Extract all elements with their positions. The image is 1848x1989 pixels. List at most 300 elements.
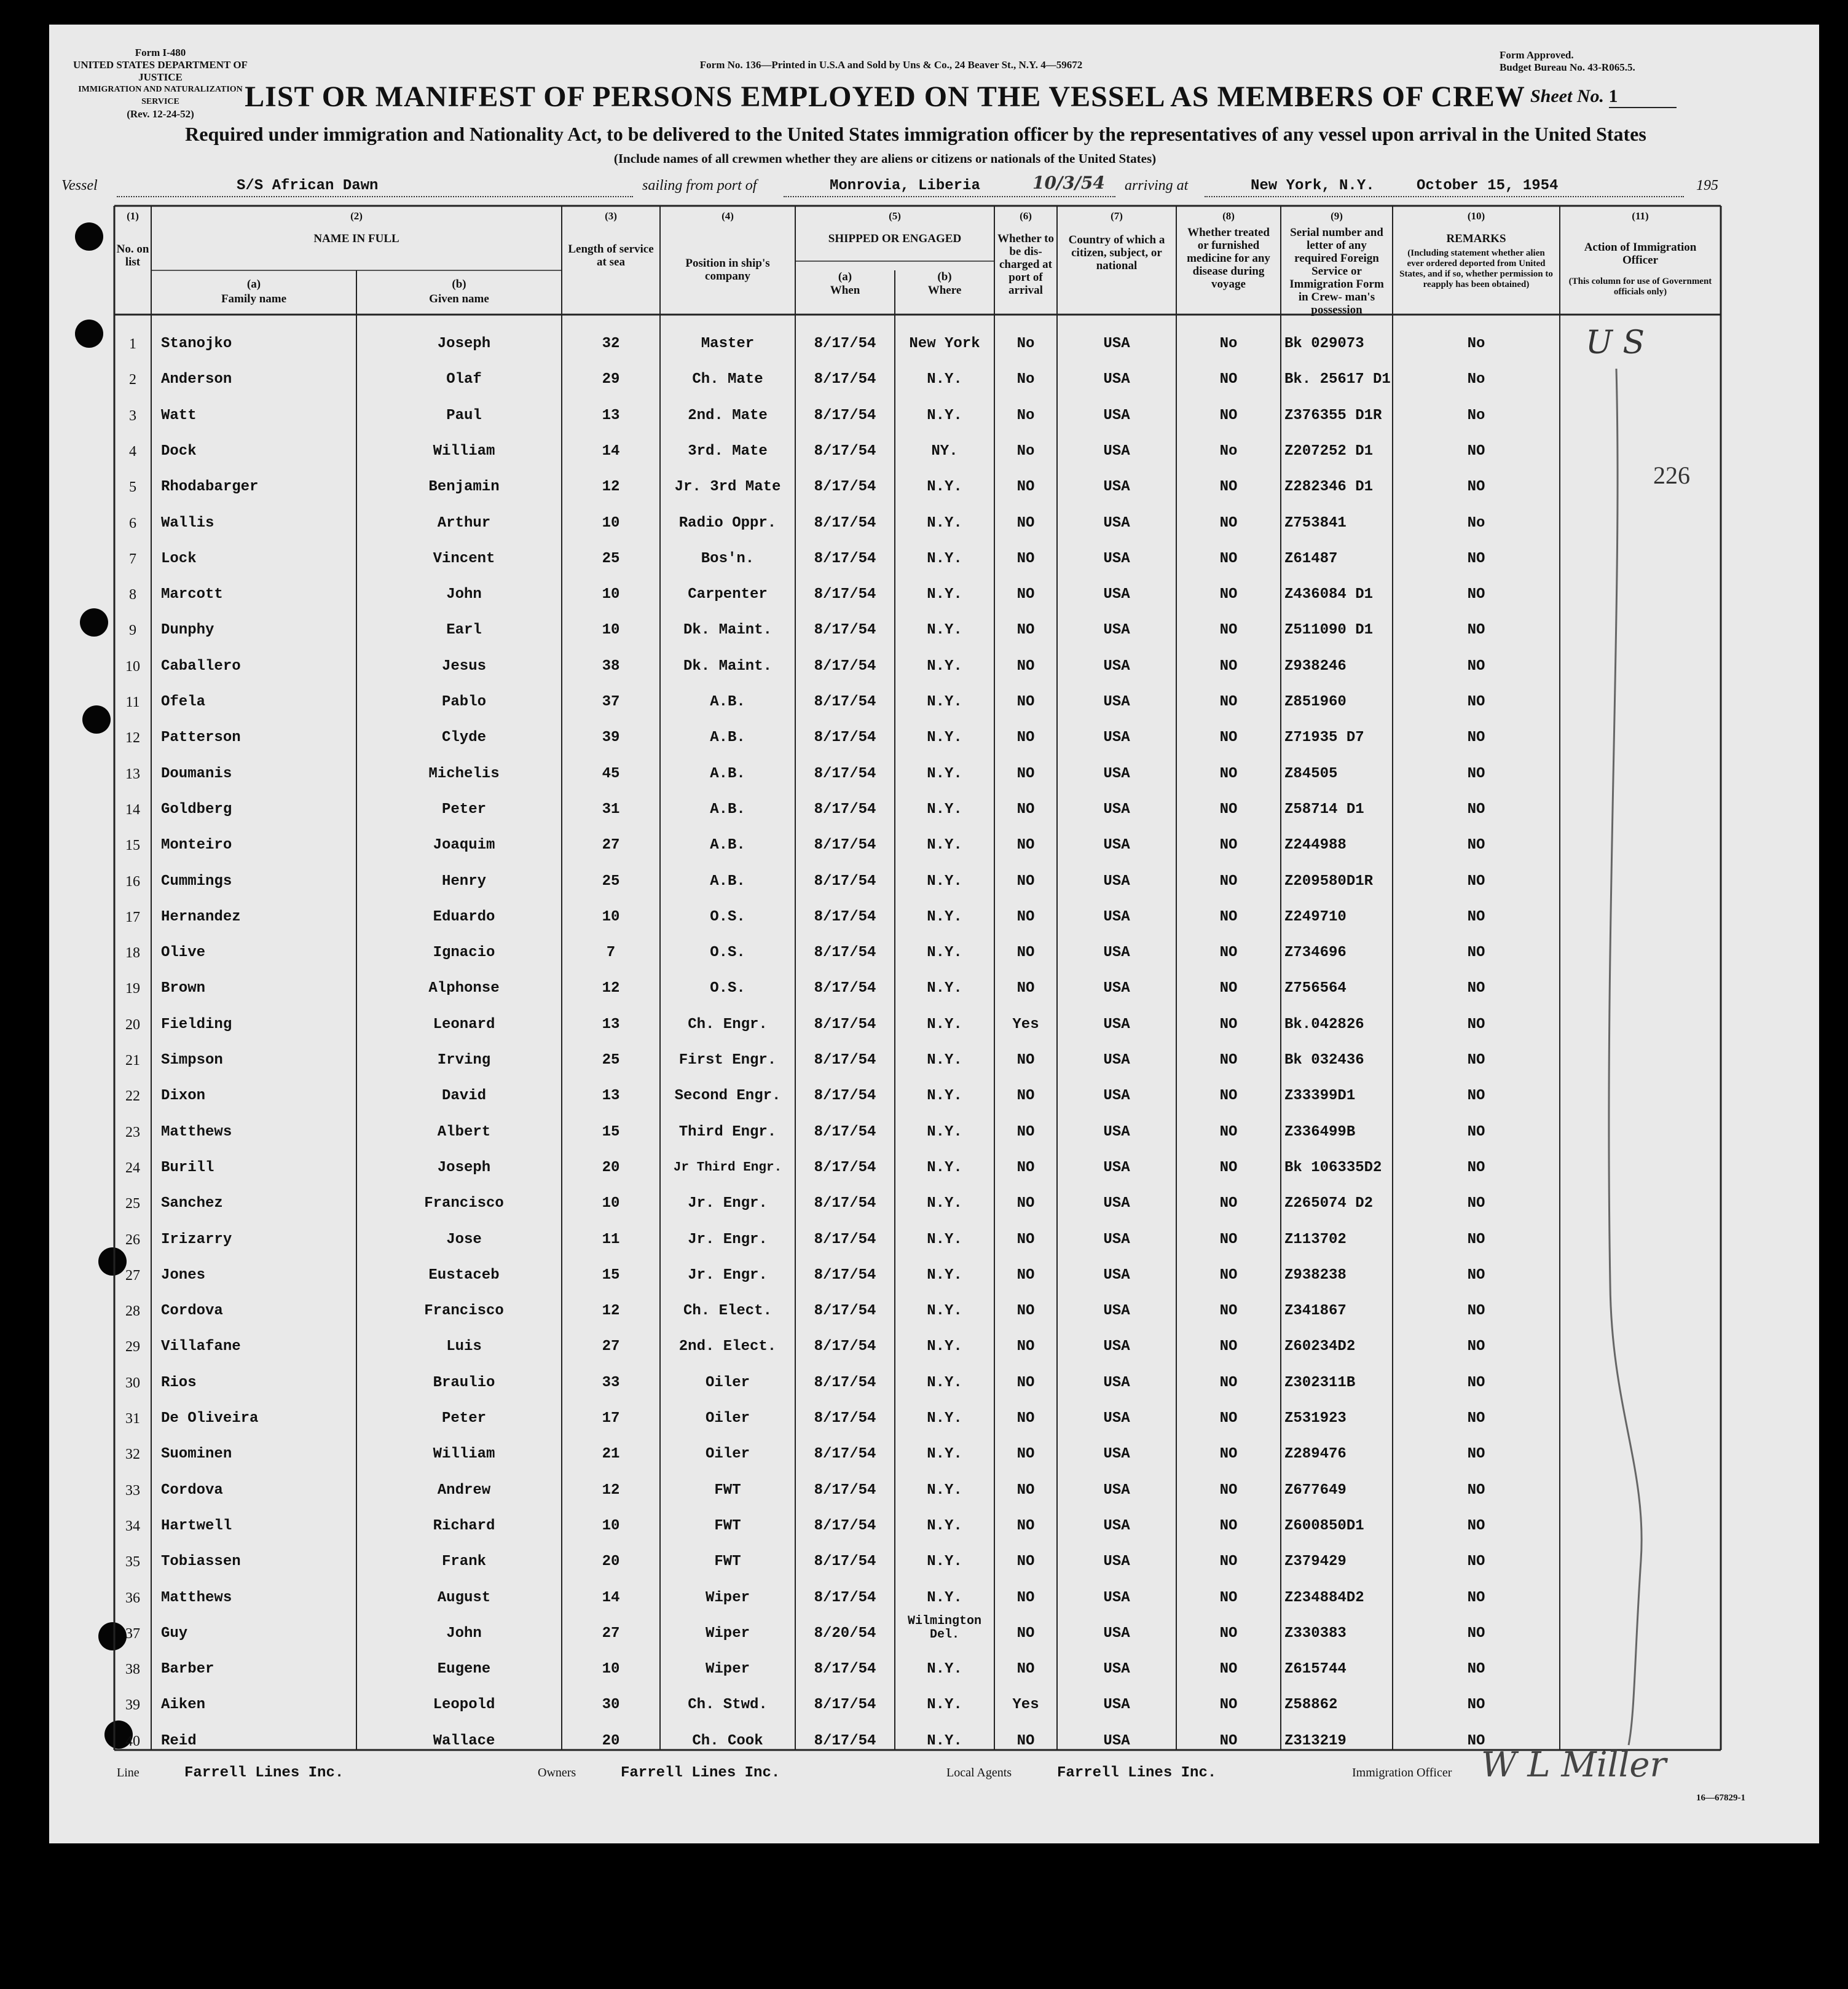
cell-medicine: NO <box>1219 1052 1238 1069</box>
cell-given: Pablo <box>441 694 486 710</box>
include-note: (Include names of all crewmen whether they are aliens or citizens or nationals of the United States) <box>613 151 1157 166</box>
cell-no: 24 <box>125 1159 140 1176</box>
cell-when: 8/17/54 <box>814 1374 876 1391</box>
cell-discharged: NO <box>1016 586 1035 603</box>
cell-when: 8/17/54 <box>814 801 876 818</box>
cell-remarks: NO <box>1467 1338 1485 1355</box>
cell-given: Leonard <box>433 1016 495 1033</box>
cell-no: 39 <box>125 1697 140 1714</box>
cell-country: USA <box>1103 1303 1130 1320</box>
cell-remarks: NO <box>1467 1016 1485 1033</box>
cell-where: N.Y. <box>927 1589 962 1606</box>
cell-no: 33 <box>125 1482 140 1499</box>
cell-medicine: NO <box>1219 694 1238 710</box>
cell-when: 8/17/54 <box>814 944 876 962</box>
cell-length: 25 <box>602 1052 620 1069</box>
cell-remarks: NO <box>1467 622 1485 639</box>
col-number: (4) <box>722 210 734 222</box>
cell-no: 15 <box>125 838 140 854</box>
cell-no: 16 <box>125 873 140 890</box>
header-discharged: Whether to be dis- charged at port of arrival <box>997 232 1054 297</box>
cell-no: 18 <box>125 945 140 962</box>
cell-position: Wiper <box>705 1589 750 1606</box>
local-agents-label: Local Agents <box>946 1766 1012 1779</box>
cell-country: USA <box>1103 1410 1130 1427</box>
cell-no: 2 <box>129 372 136 388</box>
cell-discharged: NO <box>1016 1052 1035 1069</box>
cell-medicine: NO <box>1219 550 1238 567</box>
cell-no: 27 <box>125 1267 140 1284</box>
cell-country: USA <box>1103 801 1130 818</box>
cell-position: A.B. <box>710 801 745 818</box>
cell-family: Matthews <box>161 1589 232 1606</box>
footer <box>61 1745 1758 1788</box>
cell-country: USA <box>1103 1517 1130 1534</box>
cell-medicine: NO <box>1219 1589 1238 1606</box>
cell-remarks: NO <box>1467 657 1485 675</box>
cell-country: USA <box>1103 1589 1130 1606</box>
cell-no: 35 <box>125 1554 140 1571</box>
cell-country: USA <box>1103 335 1130 352</box>
cell-given: Albert <box>437 1123 491 1140</box>
cell-when: 8/20/54 <box>814 1625 876 1642</box>
cell-serial: Z58714 D1 <box>1284 801 1364 818</box>
cell-family: Guy <box>161 1625 188 1642</box>
cell-given: Joaquim <box>433 837 495 854</box>
sailing-label: sailing from port of <box>642 178 757 194</box>
cell-discharged: Yes <box>1012 1016 1039 1033</box>
cell-length: 29 <box>602 371 620 388</box>
cell-length: 10 <box>602 514 620 532</box>
cell-country: USA <box>1103 407 1130 424</box>
cell-no: 28 <box>125 1303 140 1320</box>
cell-position: Carpenter <box>688 586 768 603</box>
cell-medicine: NO <box>1219 1195 1238 1212</box>
cell-medicine: NO <box>1219 1410 1238 1427</box>
cell-position: FWT <box>714 1481 741 1499</box>
cell-given: Eduardo <box>433 908 495 925</box>
cell-length: 38 <box>602 657 620 675</box>
cell-remarks: No <box>1467 371 1485 388</box>
cell-where: N.Y. <box>927 1374 962 1391</box>
cell-serial: Z84505 <box>1284 765 1338 782</box>
cell-no: 31 <box>125 1411 140 1427</box>
header-position: Position in ship's company <box>685 257 770 283</box>
cell-country: USA <box>1103 622 1130 639</box>
cell-remarks: NO <box>1467 1517 1485 1534</box>
cell-where: Wilmington Del. <box>907 1614 982 1642</box>
cell-medicine: NO <box>1219 980 1238 997</box>
cell-given: Irving <box>437 1052 491 1069</box>
cell-where: N.Y. <box>927 837 962 854</box>
cell-when: 8/17/54 <box>814 407 876 424</box>
cell-given: August <box>437 1589 491 1606</box>
cell-length: 31 <box>602 801 620 818</box>
cell-family: Villafane <box>161 1338 241 1355</box>
cell-position: O.S. <box>710 980 745 997</box>
cell-serial: Z436084 D1 <box>1284 586 1374 603</box>
cell-serial: Z207252 D1 <box>1284 442 1374 460</box>
cell-country: USA <box>1103 729 1130 747</box>
page-title: LIST OR MANIFEST OF PERSONS EMPLOYED ON THE VESSEL AS MEMBERS OF CREW <box>245 80 1525 113</box>
cell-given: Paul <box>446 407 482 424</box>
cell-discharged: NO <box>1016 694 1035 710</box>
header-family-letter: (a) <box>246 278 261 291</box>
cell-medicine: NO <box>1219 622 1238 639</box>
cell-discharged: NO <box>1016 1732 1035 1749</box>
cell-remarks: NO <box>1467 694 1485 710</box>
cell-medicine: NO <box>1219 1088 1238 1105</box>
cell-discharged: NO <box>1016 1159 1035 1176</box>
cell-length: 10 <box>602 908 620 925</box>
sail-date: 10/3/54 <box>1032 173 1105 193</box>
cell-medicine: NO <box>1219 514 1238 532</box>
cell-family: Hernandez <box>161 908 241 925</box>
cell-position: A.B. <box>710 765 745 782</box>
cell-family: Patterson <box>161 729 241 747</box>
officer-signature: W L Miller <box>1481 1745 1667 1785</box>
cell-given: Ignacio <box>433 944 495 962</box>
cell-no: 19 <box>125 981 140 997</box>
cell-length: 27 <box>602 1625 620 1642</box>
local-agents-value: Farrell Lines Inc. <box>1057 1765 1217 1781</box>
cell-remarks: NO <box>1467 1266 1485 1284</box>
cell-position: Second Engr. <box>674 1088 781 1105</box>
cell-medicine: NO <box>1219 1016 1238 1033</box>
cell-given: Jesus <box>441 657 486 675</box>
cell-position: O.S. <box>710 944 745 962</box>
cell-family: Cordova <box>161 1481 223 1499</box>
cell-position: Jr. Engr. <box>688 1195 768 1212</box>
cell-given: Earl <box>446 622 482 639</box>
header-where-letter: (b) <box>937 270 952 283</box>
header-action-note: (This column for use of Government officials only) <box>1568 277 1712 297</box>
cell-family: Ofela <box>161 694 206 710</box>
cell-discharged: NO <box>1016 1303 1035 1320</box>
cell-when: 8/17/54 <box>814 1016 876 1033</box>
subtitle: Required under immigration and Nationality Act, to be delivered to the United States immigration officer by the representatives of any vessel upon arrival in the United States <box>185 123 1646 145</box>
cell-given: Clyde <box>441 729 486 747</box>
cell-length: 10 <box>602 586 620 603</box>
cell-length: 20 <box>602 1553 620 1571</box>
col-number: (5) <box>889 210 901 222</box>
cell-remarks: NO <box>1467 1625 1485 1642</box>
cell-given: Jose <box>446 1231 482 1248</box>
cell-country: USA <box>1103 1446 1130 1463</box>
cell-no: 22 <box>125 1088 140 1105</box>
cell-when: 8/17/54 <box>814 1446 876 1463</box>
vessel-name: S/S African Dawn <box>237 178 379 194</box>
cell-position: Ch. Mate <box>692 371 763 388</box>
cell-country: USA <box>1103 657 1130 675</box>
cell-country: USA <box>1103 1338 1130 1355</box>
cell-where: N.Y. <box>927 1338 962 1355</box>
cell-no: 36 <box>125 1590 140 1606</box>
cell-family: Simpson <box>161 1052 223 1069</box>
cell-medicine: NO <box>1219 1123 1238 1140</box>
cell-medicine: NO <box>1219 1446 1238 1463</box>
cell-discharged: NO <box>1016 1088 1035 1105</box>
cell-remarks: NO <box>1467 1553 1485 1571</box>
cell-given: William <box>433 442 495 460</box>
immigration-officer-label: Immigration Officer <box>1352 1766 1452 1779</box>
cell-discharged: NO <box>1016 1517 1035 1534</box>
cell-discharged: No <box>1016 371 1035 388</box>
cell-discharged: NO <box>1016 1553 1035 1571</box>
cell-medicine: NO <box>1219 586 1238 603</box>
cell-family: Fielding <box>161 1016 232 1033</box>
owners-value: Farrell Lines Inc. <box>621 1765 780 1781</box>
cell-position: First Engr. <box>678 1052 777 1069</box>
cell-medicine: NO <box>1219 1303 1238 1320</box>
cell-length: 12 <box>602 980 620 997</box>
cell-serial: Z60234D2 <box>1284 1338 1356 1355</box>
cell-position: A.B. <box>710 729 745 747</box>
cell-medicine: NO <box>1219 1517 1238 1534</box>
cell-medicine: NO <box>1219 1661 1238 1678</box>
cell-where: N.Y. <box>927 729 962 747</box>
cell-no: 21 <box>125 1053 140 1069</box>
cell-country: USA <box>1103 550 1130 567</box>
cell-medicine: NO <box>1219 1732 1238 1749</box>
cell-family: Lock <box>161 550 197 567</box>
cell-remarks: NO <box>1467 1052 1485 1069</box>
cell-position: Wiper <box>705 1661 750 1678</box>
cell-remarks: NO <box>1467 980 1485 997</box>
cell-when: 8/17/54 <box>814 980 876 997</box>
cell-where: N.Y. <box>927 1052 962 1069</box>
cell-family: Suominen <box>161 1446 232 1463</box>
cell-length: 17 <box>602 1410 620 1427</box>
cell-length: 25 <box>602 550 620 567</box>
cell-remarks: NO <box>1467 1589 1485 1606</box>
cell-remarks: NO <box>1467 1231 1485 1248</box>
cell-discharged: NO <box>1016 1338 1035 1355</box>
cell-where: N.Y. <box>927 1661 962 1678</box>
cell-length: 39 <box>602 729 620 747</box>
cell-country: USA <box>1103 944 1130 962</box>
cell-medicine: NO <box>1219 479 1238 496</box>
header-where: Where <box>927 284 962 297</box>
col-number: (7) <box>1111 210 1123 222</box>
cell-country: USA <box>1103 1052 1130 1069</box>
cell-serial: Z244988 <box>1284 837 1347 854</box>
cell-family: Dunphy <box>161 622 214 639</box>
cell-discharged: NO <box>1016 1123 1035 1140</box>
cell-medicine: NO <box>1219 1374 1238 1391</box>
cell-when: 8/17/54 <box>814 550 876 567</box>
header-when-letter: (a) <box>838 270 852 283</box>
cell-position: A.B. <box>710 694 745 710</box>
cell-medicine: NO <box>1219 801 1238 818</box>
cell-length: 15 <box>602 1266 620 1284</box>
cell-serial: Z336499B <box>1284 1123 1356 1140</box>
cell-remarks: NO <box>1467 944 1485 962</box>
cell-family: Barber <box>161 1661 214 1678</box>
col-number: (10) <box>1467 210 1485 222</box>
cell-where: N.Y. <box>927 657 962 675</box>
cell-no: 12 <box>125 730 140 747</box>
cell-discharged: NO <box>1016 657 1035 675</box>
cell-where: N.Y. <box>927 1016 962 1033</box>
col-number: (3) <box>605 210 617 222</box>
departure-port: Monrovia, Liberia <box>830 178 980 194</box>
cell-serial: Bk 106335D2 <box>1284 1159 1382 1176</box>
printer-line: Form No. 136—Printed in U.S.A and Sold by Uns & Co., 24 Beaver St., N.Y. 4—59672 <box>699 59 1083 71</box>
cell-family: Hartwell <box>161 1517 232 1534</box>
cell-discharged: NO <box>1016 1589 1035 1606</box>
cell-discharged: NO <box>1016 514 1035 532</box>
cell-discharged: NO <box>1016 765 1035 782</box>
cell-discharged: NO <box>1016 1231 1035 1248</box>
cell-medicine: NO <box>1219 1625 1238 1642</box>
cell-length: 7 <box>606 944 616 962</box>
cell-given: Arthur <box>437 514 491 532</box>
cell-discharged: NO <box>1016 550 1035 567</box>
cell-family: Dock <box>161 442 197 460</box>
service-name: IMMIGRATION AND NATURALIZATION SERVICE <box>78 85 243 106</box>
col-number: (9) <box>1331 210 1343 222</box>
cell-medicine: NO <box>1219 1159 1238 1176</box>
cell-medicine: NO <box>1219 1231 1238 1248</box>
cell-medicine: NO <box>1219 944 1238 962</box>
cell-country: USA <box>1103 1625 1130 1642</box>
cell-no: 32 <box>125 1446 140 1463</box>
cell-position: Third Engr. <box>678 1123 777 1140</box>
cell-where: N.Y. <box>927 1732 962 1749</box>
col-number: (1) <box>127 210 139 222</box>
cell-no: 38 <box>125 1661 140 1678</box>
cell-position: Ch. Cook <box>692 1732 763 1749</box>
cell-no: 23 <box>125 1124 140 1140</box>
cell-when: 8/17/54 <box>814 1338 876 1355</box>
cell-when: 8/17/54 <box>814 1517 876 1534</box>
col-number: (6) <box>1020 210 1032 222</box>
cell-family: Cordova <box>161 1303 223 1320</box>
cell-country: USA <box>1103 873 1130 890</box>
cell-position: O.S. <box>710 908 745 925</box>
cell-remarks: NO <box>1467 1446 1485 1463</box>
cell-given: Henry <box>441 873 486 890</box>
cell-medicine: NO <box>1219 729 1238 747</box>
arrival-port: New York, N.Y. <box>1251 178 1375 194</box>
cell-given: William <box>433 1446 495 1463</box>
cell-medicine: NO <box>1219 837 1238 854</box>
cell-where: N.Y. <box>927 1517 962 1534</box>
cell-medicine: NO <box>1219 1338 1238 1355</box>
cell-when: 8/17/54 <box>814 1481 876 1499</box>
cell-length: 30 <box>602 1697 620 1714</box>
header-serial-number: Serial number and letter of any required Foreign Service or Immigration Form in Crew- man's possession <box>1289 226 1384 316</box>
cell-where: N.Y. <box>927 944 962 962</box>
cell-where: N.Y. <box>927 1195 962 1212</box>
cell-length: 13 <box>602 1088 620 1105</box>
header-action: Action of Immigration Officer <box>1584 241 1697 267</box>
cell-given: Benjamin <box>428 479 500 496</box>
cell-length: 10 <box>602 1517 620 1534</box>
cell-no: 37 <box>125 1625 140 1642</box>
cell-position: Dk. Maint. <box>683 622 773 639</box>
approval-line: Form Approved. <box>1500 49 1574 61</box>
cell-family: Monteiro <box>161 837 232 854</box>
header-remarks-note: (Including statement whether alien ever ordered deported from United States, and if so, whether permission to reapply has been obtained) <box>1399 248 1553 289</box>
cell-when: 8/17/54 <box>814 1553 876 1571</box>
cell-length: 10 <box>602 1661 620 1678</box>
cell-given: Frank <box>441 1553 486 1571</box>
cell-no: 10 <box>125 658 140 675</box>
cell-where: N.Y. <box>927 1410 962 1427</box>
cell-serial: Bk 032436 <box>1284 1052 1364 1069</box>
vessel-label: Vessel <box>61 178 98 194</box>
cell-serial: Z330383 <box>1284 1625 1347 1642</box>
department-name: UNITED STATES DEPARTMENT OF JUSTICE <box>73 59 248 83</box>
cell-medicine: NO <box>1219 765 1238 782</box>
cell-when: 8/17/54 <box>814 1195 876 1212</box>
cell-family: Aiken <box>161 1697 206 1714</box>
cell-serial: Z734696 <box>1284 944 1347 962</box>
cell-given: Luis <box>446 1338 482 1355</box>
cell-serial: Z531923 <box>1284 1410 1347 1427</box>
header-remarks: REMARKS <box>1446 232 1506 245</box>
cell-length: 37 <box>602 694 620 710</box>
cell-length: 14 <box>602 1589 620 1606</box>
arrival-date: October 15, 1954 <box>1417 178 1559 194</box>
cell-length: 27 <box>602 1338 620 1355</box>
cell-position: Jr. 3rd Mate <box>674 479 781 496</box>
cell-length: 27 <box>602 837 620 854</box>
cell-remarks: NO <box>1467 908 1485 925</box>
cell-no: 30 <box>125 1375 140 1391</box>
revision-date: (Rev. 12-24-52) <box>127 108 194 120</box>
cell-when: 8/17/54 <box>814 837 876 854</box>
cell-no: 40 <box>125 1733 140 1749</box>
cell-given: Andrew <box>437 1481 491 1499</box>
cell-serial: Z511090 D1 <box>1284 622 1374 639</box>
cell-medicine: NO <box>1219 908 1238 925</box>
cell-position: 2nd. Mate <box>688 407 768 424</box>
cell-position: Oiler <box>705 1410 750 1427</box>
cell-family: Cummings <box>161 873 232 890</box>
cell-position: 3rd. Mate <box>688 442 768 460</box>
cell-country: USA <box>1103 1661 1130 1678</box>
cell-family: Rios <box>161 1374 197 1391</box>
cell-serial: Z379429 <box>1284 1553 1347 1571</box>
cell-medicine: NO <box>1219 371 1238 388</box>
cell-given: John <box>446 1625 482 1642</box>
cell-when: 8/17/54 <box>814 622 876 639</box>
cell-serial: Z938246 <box>1284 657 1347 675</box>
header-family-name: Family name <box>221 292 287 305</box>
cell-no: 5 <box>129 479 136 496</box>
cell-serial: Bk. 25617 D1 <box>1284 371 1391 388</box>
cell-when: 8/17/54 <box>814 514 876 532</box>
cell-discharged: NO <box>1016 801 1035 818</box>
cell-where: N.Y. <box>927 1266 962 1284</box>
cell-where: N.Y. <box>927 1088 962 1105</box>
col-number: (11) <box>1632 210 1649 222</box>
cell-position: FWT <box>714 1517 741 1534</box>
cell-no: 9 <box>129 622 136 639</box>
cell-serial: Z61487 <box>1284 550 1338 567</box>
cell-serial: Z851960 <box>1284 694 1347 710</box>
cell-where: N.Y. <box>927 694 962 710</box>
cell-country: USA <box>1103 1231 1130 1248</box>
cell-discharged: NO <box>1016 944 1035 962</box>
cell-family: Burill <box>161 1159 214 1176</box>
year-suffix: 195 <box>1696 178 1718 194</box>
cell-remarks: NO <box>1467 1481 1485 1499</box>
cell-discharged: NO <box>1016 1661 1035 1678</box>
